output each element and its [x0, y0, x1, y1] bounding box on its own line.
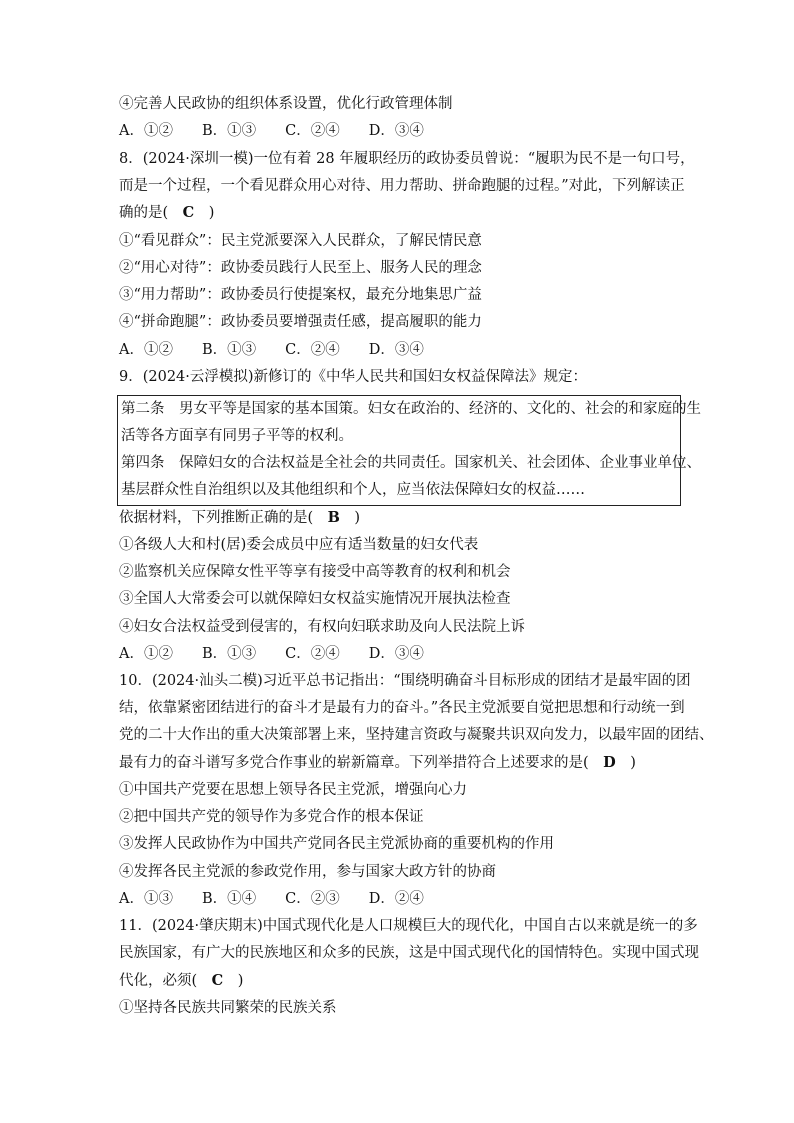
q9-stem-text: 依据材料，下列推断正确的是(	[119, 510, 328, 526]
q9-stem-line-1: 9．(2024·云浮模拟)新修订的《中华人民共和国妇女权益保障法》规定：	[119, 369, 588, 385]
q9-option-4: ④妇女合法权益受到侵害的，有权向妇联求助及向人民法院上诉	[119, 619, 525, 635]
q9-option-3: ③全国人大常委会可以就保障妇女权益实施情况开展执法检查	[119, 591, 511, 607]
q9-option-2: ②监察机关应保障女性平等享有接受中高等教育的权利和机会	[119, 564, 511, 580]
q8-option-4: ④“拼命跑腿”：政协委员要增强责任感，提高履职的能力	[119, 314, 482, 330]
q8-option-2: ②“用心对待”：政协委员践行人民至上、服务人民的理念	[119, 260, 482, 276]
q10-stem-line-1: 10．(2024·汕头二模)习近平总书记指出：“围绕明确奋斗目标形成的团结才是最牢固的团	[119, 673, 691, 689]
q11-stem-line-2: 民族国家，有广大的民族地区和众多的民族，这是中国式现代化的国情特色。实现中国式现	[119, 945, 699, 961]
q8-stem-line-3	[119, 203, 214, 223]
q11-stem-line-1: 11．(2024·肇庆期末)中国式现代化是人口规模巨大的现代化，中国自古以来就是统一的多	[119, 918, 698, 934]
q9-stem-close: )	[339, 510, 361, 526]
q9-stem-line-2	[119, 508, 360, 528]
q11-stem-text: 代化，必须(	[119, 973, 212, 989]
q10-choices: A．①③ B．①④ C．②③ D．②④	[119, 891, 424, 907]
q8-stem-text: 确的是(	[119, 205, 183, 221]
material-line-4: 基层群众性自治组织以及其他组织和个人，应当依法保障妇女的权益……	[121, 482, 585, 498]
q11-stem-close: )	[223, 973, 244, 989]
q8-option-3: ③“用力帮助”：政协委员行使提案权，最充分地集思广益	[119, 287, 482, 303]
q10-option-4: ④发挥各民主党派的参政党作用，参与国家大政方针的协商	[119, 864, 496, 880]
q10-option-3: ③发挥人民政协作为中国共产党同各民主党派协商的重要机构的作用	[119, 836, 554, 852]
material-line-3: 第四条 保障妇女的合法权益是全社会的共同责任。国家机关、社会团体、企业事业单位、	[121, 455, 701, 471]
q10-stem-line-2: 结，依靠紧密团结进行的奋斗才是最有力的奋斗。”各民主党派要自觉把思想和行动统一到	[119, 700, 685, 716]
q11-stem-line-3	[119, 971, 243, 991]
q9-material-box	[117, 395, 701, 506]
q8-option-1: ①“看见群众”：民主党派要深入人民群众，了解民情民意	[119, 233, 482, 249]
material-line-2: 活等各方面享有同男子平等的权利。	[121, 428, 353, 444]
q8-answer: C	[182, 204, 195, 221]
q10-option-2: ②把中国共产党的领导作为多党合作的根本保证	[119, 809, 424, 825]
q8-stem-line-2: 而是一个过程，一个看见群众用心对待、用力帮助、拼命跑腿的过程。”对此，下列解读正	[119, 178, 685, 194]
q10-answer: D	[603, 754, 616, 771]
q8-stem-line-1: 8．(2024·深圳一模)一位有着 28 年履职经历的政协委员曾说：“履职为民不是一句口号，	[119, 151, 695, 167]
q10-option-1: ①中国共产党要在思想上领导各民主党派，增强向心力	[119, 782, 467, 798]
q11-option-1: ①坚持各民族共同繁荣的民族关系	[119, 1000, 337, 1016]
q10-stem-close: )	[615, 755, 636, 771]
q8-choices: A．①② B．①③ C．②④ D．③④	[119, 342, 424, 358]
q11-answer: C	[211, 972, 224, 989]
q10-stem-line-4	[119, 753, 636, 773]
q7-choices: A．①② B．①③ C．②④ D．③④	[119, 123, 424, 139]
q7-option-4: ④完善人民政协的组织体系设置，优化行政管理体制	[119, 96, 453, 112]
q8-stem-close: )	[194, 205, 215, 221]
q10-stem-line-3: 党的二十大作出的重大决策部署上来，坚持建言资政与凝聚共识双向发力，以最牢固的团结、	[119, 727, 714, 743]
material-line-1: 第二条 男女平等是国家的基本国策。妇女在政治的、经济的、文化的、社会的和家庭的生	[121, 401, 701, 417]
q9-answer: B	[327, 509, 340, 526]
q9-choices: A．①② B．①③ C．②④ D．③④	[119, 646, 424, 662]
q9-option-1: ①各级人大和村(居)委会成员中应有适当数量的妇女代表	[119, 537, 479, 553]
q10-stem-text: 最有力的奋斗谱写多党合作事业的崭新篇章。下列举措符合上述要求的是(	[119, 755, 604, 771]
